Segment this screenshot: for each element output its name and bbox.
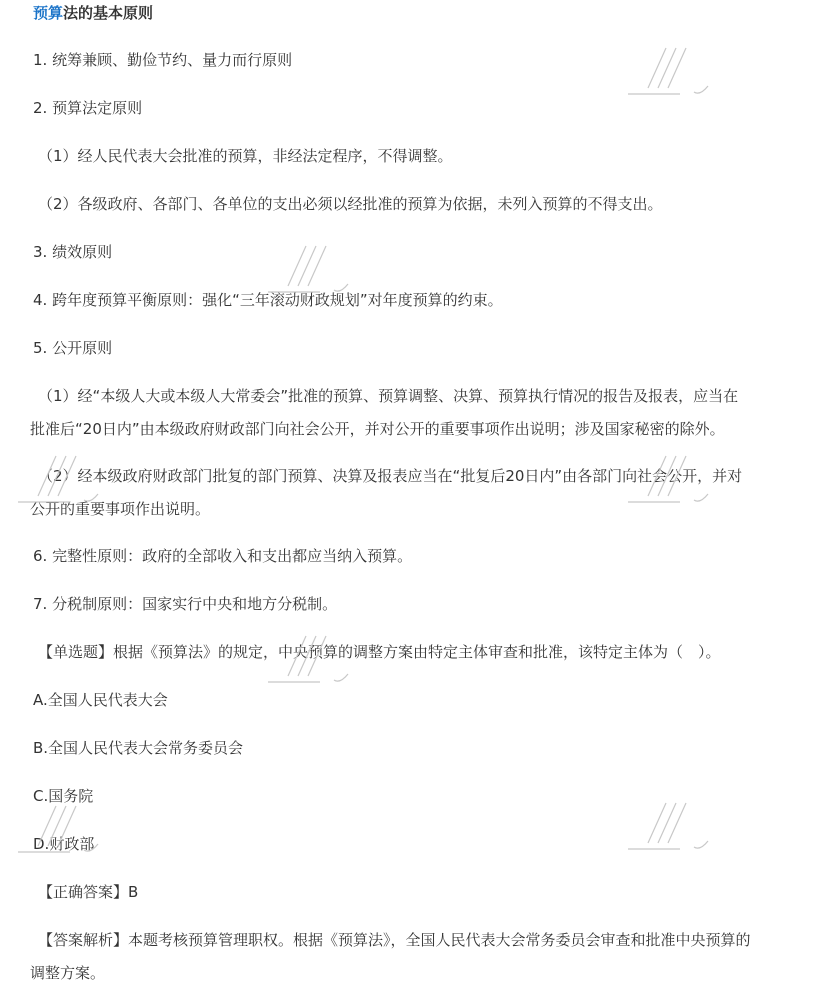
principle-5-item-1: （1）经“本级人大或本级人大常委会”批准的预算、预算调整、决算、预算执行情况的报告及报表，应当在 xyxy=(38,387,739,405)
principle-2-item-2: （2）各级政府、各部门、各单位的支出必须以经批准的预算为依据，未列入预算的不得支出。 xyxy=(38,195,663,213)
question-stem: 【单选题】根据《预算法》的规定，中央预算的调整方案由特定主体审查和批准，该特定主体为（ ）。 xyxy=(38,643,721,661)
principle-5: 5. 公开原则 xyxy=(33,339,113,357)
page-title xyxy=(33,2,823,24)
option-c: C.国务院 xyxy=(33,787,94,805)
principle-1: 1. 统筹兼顾、勤俭节约、量力而行原则 xyxy=(33,51,293,69)
principle-7: 7. 分税制原则：国家实行中央和地方分税制。 xyxy=(33,595,338,613)
principle-5-item-2-cont: 公开的重要事项作出说明。 xyxy=(30,500,211,518)
title-accent: 预算 xyxy=(33,4,64,22)
principle-3: 3. 绩效原则 xyxy=(33,243,113,261)
principle-2-item-1: （1）经人民代表大会批准的预算，非经法定程序，不得调整。 xyxy=(38,147,453,165)
option-d: D.财政部 xyxy=(33,835,95,853)
answer-analysis-cont: 调整方案。 xyxy=(30,964,106,982)
option-a: A.全国人民代表大会 xyxy=(33,691,168,709)
title-rest: 法的基本原则 xyxy=(63,4,154,22)
principle-4: 4. 跨年度预算平衡原则：强化“三年滚动财政规划”对年度预算的约束。 xyxy=(33,291,503,309)
principle-5-item-2: （2）经本级政府财政部门批复的部门预算、决算及报表应当在“批复后20日内”由各部门向社会公开，并对 xyxy=(38,467,743,485)
answer-analysis: 【答案解析】本题考核预算管理职权。根据《预算法》，全国人民代表大会常务委员会审查和批准中央预算的 xyxy=(38,931,751,949)
principle-2: 2. 预算法定原则 xyxy=(33,99,143,117)
correct-answer: 【正确答案】B xyxy=(38,883,139,901)
option-b: B.全国人民代表大会常务委员会 xyxy=(33,739,244,757)
principle-6: 6. 完整性原则：政府的全部收入和支出都应当纳入预算。 xyxy=(33,547,413,565)
principle-5-item-1-cont: 批准后“20日内”由本级政府财政部门向社会公开，并对公开的重要事项作出说明；涉及国家秘密的除外。 xyxy=(30,420,725,438)
